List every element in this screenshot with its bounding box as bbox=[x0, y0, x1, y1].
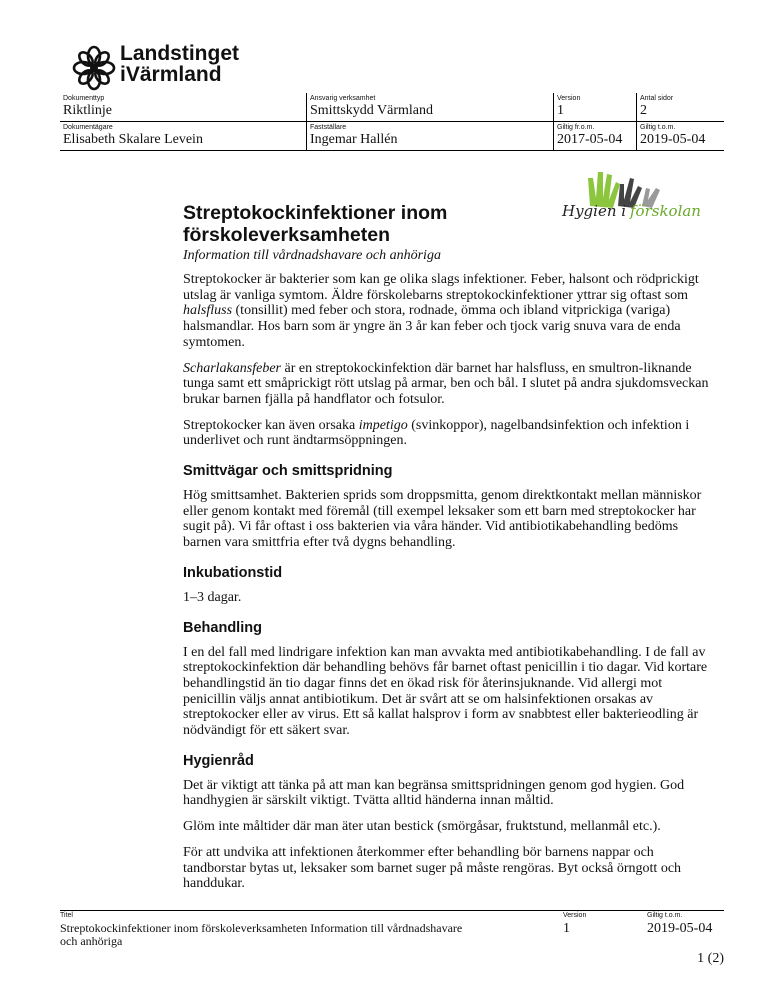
paragraph: Streptokocker kan även orsaka impetigo (svinkoppor), nagelbandsinfektion och infektion i underlivet och runt ändtarmsöppningen. bbox=[183, 417, 690, 449]
logo-line-1: Landstinget bbox=[120, 42, 239, 65]
footer-valid-date: 2019-05-04 bbox=[647, 921, 713, 936]
footer-version-label: Version bbox=[563, 912, 587, 919]
flower-icon bbox=[72, 45, 116, 91]
meta-owner: Dokumentägare Elisabeth Skalare Levein bbox=[60, 122, 307, 151]
footer-valid-label: Giltig t.o.m. bbox=[647, 912, 683, 919]
meta-doctype: Dokumenttyp Riktlinje bbox=[60, 93, 307, 122]
paragraph: I en del fall med lindrigare infektion kan man avvakta med antibiotikabehandling. I de fall av streptokockinfektion där behandling behövs får barnet oftast penicillin i tio dagar. Vid kortare behandlingstid än tio dagar finns det en ökad risk för återinsjuknande. Vid allergi mot penicillin väljs annat antibiotikum. Det är svårt att se om halsinfektionen orsakas av streptokocker eller av virus. Ett så kallat halsprov i form av snabbtest eller bakterieodling är nödvändigt för ett säkert svar. bbox=[183, 644, 708, 739]
meta-approver: Fastställare Ingemar Hallén bbox=[307, 122, 554, 151]
meta-page-count: Antal sidor 2 bbox=[637, 93, 725, 122]
footer-title: Streptokockinfektioner inom förskoleverksamheten Information till vårdnadshavare och anhöriga bbox=[60, 921, 463, 948]
paragraph: Det är viktigt att tänka på att man kan begränsa smittspridningen genom god hygien. God handhygien är särskilt viktigt. Tvätta alltid händerna innan måltid. bbox=[183, 777, 685, 809]
meta-valid-from: Giltig fr.o.m. 2017-05-04 bbox=[554, 122, 637, 151]
page-title: Streptokockinfektioner inom förskoleverksamheten bbox=[183, 202, 448, 246]
meta-responsible: Ansvarig verksamhet Smittskydd Värmland bbox=[307, 93, 554, 122]
paragraph: 1–3 dagar. bbox=[183, 589, 242, 605]
footer-divider bbox=[60, 910, 724, 911]
paragraph: För att undvika att infektionen återkommer efter behandling bör barnens nappar och tandborstar bytas ut, leksaker som barnet suger på måste rengöras. Byt också örngott och handdukar. bbox=[183, 844, 682, 892]
document-body bbox=[183, 272, 718, 902]
page-subtitle: Information till vårdnadshavare och anhöriga bbox=[183, 248, 441, 263]
paragraph: Glöm inte måltider där man äter utan bestick (smörgåsar, fruktstund, mellanmål etc.). bbox=[183, 819, 661, 835]
hands-icon bbox=[560, 166, 730, 222]
section-heading: Hygienråd bbox=[183, 752, 254, 769]
footer-version: 1 bbox=[563, 921, 570, 936]
section-heading: Smittvägar och smittspridning bbox=[183, 463, 393, 480]
logo-line-2: iVärmland bbox=[120, 63, 222, 86]
paragraph: Hög smittsamhet. Bakterien sprids som droppsmitta, genom direktkontakt mellan människor eller genom kontakt med föremål (till exempel leksaker som ett barn med streptokocker har sugit på). Vi får oftast i oss bakterien via våra händer. Vid antibiotikabehandling bedöms barnen vara smittfria efter två dygns behandling. bbox=[183, 488, 702, 551]
landstinget-logo bbox=[72, 42, 252, 95]
section-heading: Behandling bbox=[183, 619, 262, 636]
paragraph: Streptokocker är bakterier som kan ge olika slags infektioner. Feber, halsont och rödprickigt utslag är vanliga symtom. Äldre förskolebarns streptokockinfektioner yttrar sig oftast som halsfluss (tonsillit) med feber och stora, rodnade, ömma och ibland vitprickiga (variga) halsmandlar. Hos barn som är yngre än 3 år kan feber och tjock varig snuva vara de enda symtomen. bbox=[183, 272, 699, 350]
section-heading: Inkubationstid bbox=[183, 564, 283, 581]
meta-valid-to: Giltig t.o.m. 2019-05-04 bbox=[637, 122, 725, 151]
brand-text-a: Hygien i bbox=[562, 202, 627, 220]
hygien-forskolan-logo bbox=[560, 166, 730, 222]
document-meta-table bbox=[60, 93, 724, 151]
page-number: 1 (2) bbox=[697, 951, 724, 966]
brand-text-b: förskolan bbox=[630, 202, 701, 220]
paragraph: Scharlakansfeber är en streptokockinfektion där barnet har halsfluss, en smultron-liknande tunga samt ett småprickigt rött utslag på armar, ben och bål. I slutet på andra sjukdomsveckan brukar barnen fjälla på handflator och fotsulor. bbox=[183, 360, 709, 407]
footer-title-label: Titel bbox=[60, 912, 73, 919]
meta-version: Version 1 bbox=[554, 93, 637, 122]
